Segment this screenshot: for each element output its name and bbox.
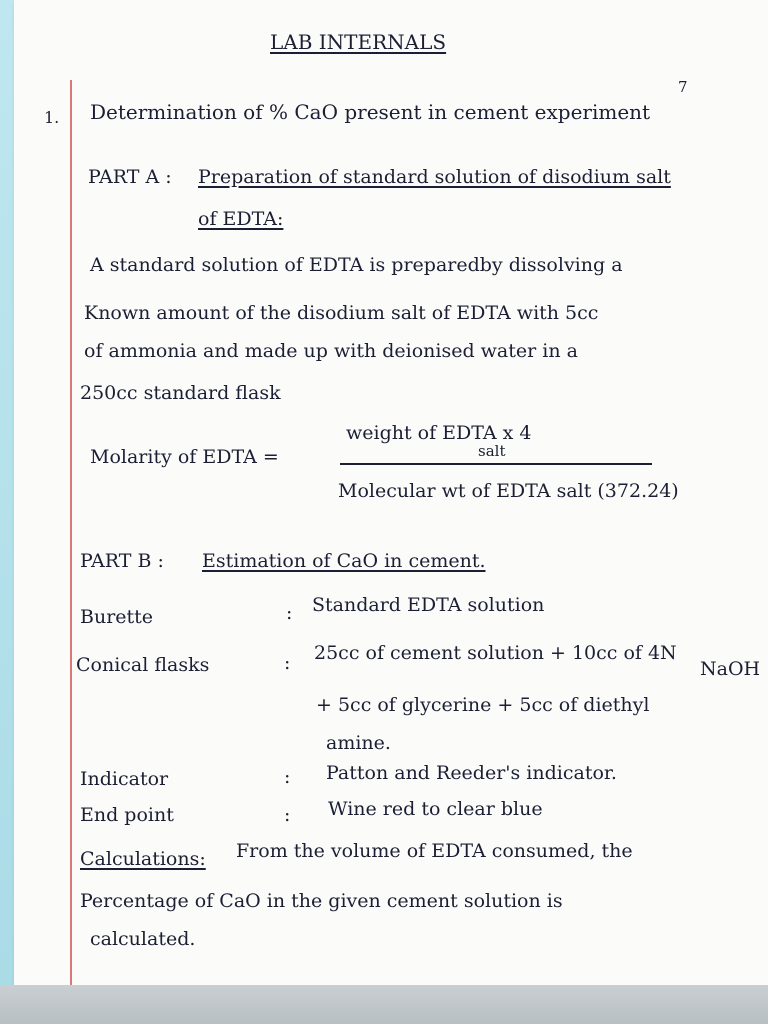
conical-flasks-line1: 25cc of cement solution + 10cc of 4N xyxy=(314,642,677,664)
page-title: LAB INTERNALS xyxy=(270,30,447,54)
indicator-value: Patton and Reeder's indicator. xyxy=(326,762,617,784)
fraction-bar xyxy=(340,463,652,465)
burette-sep: : xyxy=(286,602,293,624)
part-b-label: PART B : xyxy=(80,550,164,572)
part-a-label: PART A : xyxy=(88,166,172,188)
formula-numerator-sub: salt xyxy=(478,442,506,460)
part-b-title: Estimation of CaO in cement. xyxy=(202,550,486,572)
conical-flasks-label: Conical flasks xyxy=(76,654,210,676)
conical-flasks-line2: NaOH xyxy=(700,658,761,680)
item-number: 1. xyxy=(44,108,60,127)
indicator-sep: : xyxy=(284,766,291,788)
formula-numerator: weight of EDTA x 4 xyxy=(346,422,532,444)
part-a-title-line2: of EDTA: xyxy=(198,208,284,230)
burette-value: Standard EDTA solution xyxy=(312,594,545,616)
part-a-paragraph-line4: 250cc standard flask xyxy=(80,382,281,404)
end-point-label: End point xyxy=(80,804,174,826)
part-a-paragraph-line2: Known amount of the disodium salt of EDTA with 5cc xyxy=(84,302,599,324)
page-number: 7 xyxy=(678,78,688,96)
calculations-label: Calculations: xyxy=(80,848,206,870)
burette-label: Burette xyxy=(80,606,154,628)
part-a-title-line1: Preparation of standard solution of disodium salt xyxy=(198,166,671,188)
calculations-line1: From the volume of EDTA consumed, the xyxy=(236,840,633,862)
formula-lhs: Molarity of EDTA = xyxy=(90,446,279,468)
conical-flasks-line3: + 5cc of glycerine + 5cc of diethyl xyxy=(316,694,650,716)
indicator-label: Indicator xyxy=(80,768,169,790)
formula-denominator: Molecular wt of EDTA salt (372.24) xyxy=(338,480,679,502)
conical-flasks-line4: amine. xyxy=(326,732,391,754)
part-a-paragraph-line1: A standard solution of EDTA is preparedby dissolving a xyxy=(90,254,623,276)
experiment-heading: Determination of % CaO present in cement experiment xyxy=(90,100,651,124)
end-point-value: Wine red to clear blue xyxy=(328,798,543,820)
conical-flasks-sep: : xyxy=(284,652,291,674)
part-a-paragraph-line3: of ammonia and made up with deionised water in a xyxy=(84,340,578,362)
margin-line xyxy=(70,80,72,985)
end-point-sep: : xyxy=(284,804,291,826)
table-surface xyxy=(0,985,768,1024)
calculations-line3: calculated. xyxy=(90,928,196,950)
background-edge xyxy=(0,0,14,1024)
calculations-line2: Percentage of CaO in the given cement solution is xyxy=(80,890,563,912)
